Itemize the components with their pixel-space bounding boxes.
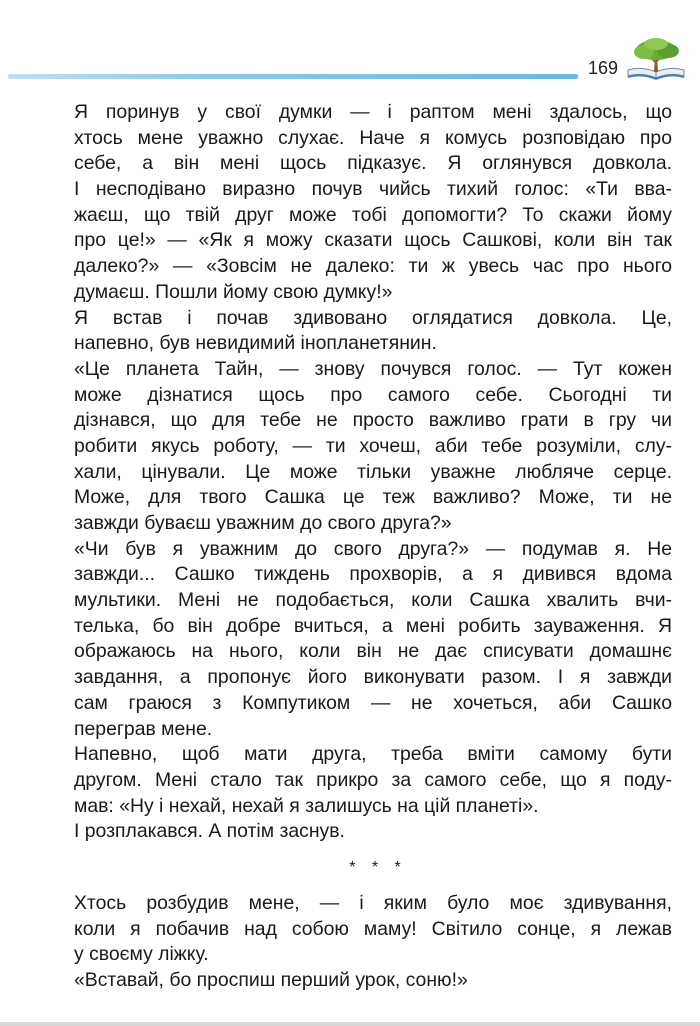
text-line: думаєш. Пошли йому свою думку!»: [74, 280, 393, 303]
text-line: переграв мене.: [74, 717, 213, 740]
text-line: І несподівано виразно почув чийсь тихий голос: «Ти вва-: [74, 178, 672, 201]
text-line: хали, цінували. Це може тільки уважне любляче серце.: [74, 460, 672, 483]
text-line: дізнався, що для тебе не просто важливо грати в гру чи: [74, 409, 672, 432]
text-line: далеко?» — «Зовсім не далеко: ти ж увесь час про нього: [74, 255, 672, 278]
text-line: робити якусь роботу, — ти хочеш, аби тебе розуміли, слу-: [74, 434, 672, 457]
book-tree-icon: [626, 36, 686, 82]
story-text: [74, 100, 672, 994]
section-separator: * * *: [349, 858, 407, 876]
text-line: жаєш, що твій друг може тобі допомогти? То скажи йому: [74, 203, 672, 226]
text-line: завдання, а пропонує його виконувати разом. І я завжди: [74, 666, 672, 689]
text-line: завжди... Сашко тиждень прохворів, а я дивився вдома: [74, 563, 672, 586]
text-line: Напевно, щоб мати друга, треба вміти самому бути: [74, 743, 672, 766]
page-bottom-edge: [0, 1022, 700, 1026]
text-line: Я поринув у свої думки — і раптом мені здалось, що: [74, 101, 672, 123]
text-line: І розплакався. А потім заснув.: [74, 820, 345, 843]
text-line: «Це планета Тайн, — знову почувся голос. — Тут кожен: [74, 357, 672, 380]
text-line: хтось мене уважно слухає. Наче я комусь розповідаю про: [74, 126, 672, 149]
text-line: може дізнатися щось про самого себе. Сьогодні ти: [74, 383, 672, 406]
text-line: напевно, був невидимий інопланетянин.: [74, 332, 437, 355]
text-line: ображаюсь на нього, коли він не дає списувати домашнє: [74, 640, 672, 663]
text-line: сам граюся з Компутиком — не хочеться, аби Сашко: [74, 691, 672, 714]
text-line: мав: «Ну і нехай, нехай я залишусь на цій планеті».: [74, 794, 539, 817]
text-line: Може, для твого Сашка це теж важливо? Може, ти не: [74, 486, 672, 509]
header-rule: [8, 74, 578, 79]
text-line: мультики. Мені не подобається, коли Сашка хвалить вчи-: [74, 589, 672, 612]
text-line: другом. Мені стало так прикро за самого себе, що я поду-: [74, 768, 672, 791]
page-number: 169: [588, 58, 619, 78]
text-line: Я встав і почав здивовано оглядатися довкола. Це,: [74, 306, 672, 329]
text-line: «Вставай, бо проспиш перший урок, соню!»: [74, 969, 468, 991]
text-line: Хтось розбудив мене, — і яким було моє здивування,: [74, 891, 672, 914]
text-line: «Чи був я уважним до свого друга?» — подумав я. Не: [74, 537, 672, 560]
text-line: коли я побачив над собою маму! Світило сонце, я лежав: [74, 917, 672, 940]
text-line: себе, а він мені щось підказує. Я оглянувся довкола.: [74, 152, 672, 175]
text-line: телька, бо він добре вчиться, а мені робить зауваження. Я: [74, 614, 672, 637]
text-line: про це!» — «Як я можу сказати щось Сашкові, коли він так: [74, 229, 672, 252]
text-line: завжди буваєш уважним до свого друга?»: [74, 512, 452, 534]
text-line: у своєму ліжку.: [74, 943, 209, 966]
